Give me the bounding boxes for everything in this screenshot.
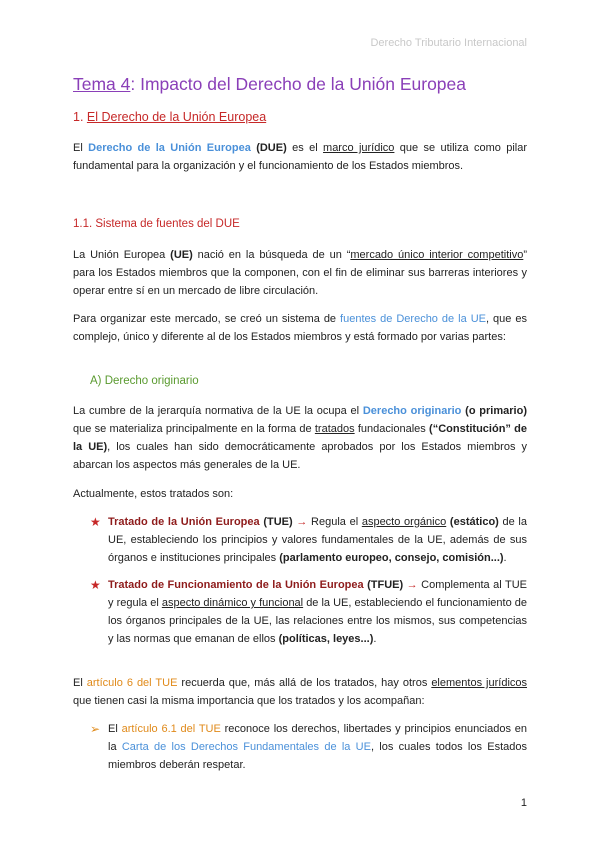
fuentes-link: fuentes de Derecho de la UE [340, 313, 486, 325]
title-tema: Tema 4 [73, 74, 131, 94]
text: que se materializa principalmente en la forma de [73, 423, 315, 435]
section-a-paragraph-1 [73, 402, 527, 474]
text: recuerda que, más allá de los tratados, hay otros [177, 677, 432, 689]
text: que tienen casi la misma importancia que los tratados y los acompañan: [73, 695, 425, 707]
page-number: 1 [520, 797, 527, 809]
section-1-title: El Derecho de la Unión Europea [86, 110, 267, 124]
text: El [73, 142, 89, 154]
list-item [90, 576, 527, 648]
text: La cumbre de la jerarquía normativa de la UE la ocupa el [73, 405, 363, 417]
text: , los cuales han sido democráticamente aprobados por los Estados miembros y abarcan los aspectos más generales de la UE. [73, 441, 527, 471]
text: que se utiliza como pilar fundamental para la organización y el funcionamiento de los Estados miembros. [73, 142, 528, 172]
marco-juridico: marco jurídico [323, 142, 395, 154]
section-1-1-paragraph-1 [73, 246, 527, 300]
arrowhead-icon: ➢ [90, 722, 101, 736]
text: Complementa al TUE y regula el [108, 579, 527, 609]
bold-note: (estático) [449, 516, 499, 528]
list-item [90, 513, 527, 567]
due-abbr: (DUE) [256, 142, 287, 154]
text: ” para los Estados miembros que la componen, con el fin de eliminar sus barreras interiores y operar entre sí en un mercado de libre circulación. [73, 249, 527, 297]
section-a-paragraph-3 [73, 674, 527, 710]
bold-list: (parlamento europeo, consejo, comisión...) [279, 552, 504, 564]
articulo-6-1-link: artículo 6.1 del TUE [121, 723, 221, 735]
section-a-heading: A) Derecho originario [90, 375, 199, 387]
star-icon: ★ [90, 515, 101, 529]
articulo-6-link: artículo 6 del TUE [86, 677, 178, 689]
text: de la UE, estableciendo el funcionamiento de los órganos principales de la UE, las relaciones entre los mismos, sus competencias y las normas que emanan de ellos [108, 597, 527, 645]
section-a-paragraph-2: Actualmente, estos tratados son: [73, 488, 234, 500]
section-1-1-paragraph-2 [73, 310, 527, 346]
text: La Unión Europea [73, 249, 171, 261]
tratado-name: Tratado de Funcionamiento de la Unión Europea [108, 579, 364, 591]
list-item [90, 720, 527, 774]
tratados-term: tratados [314, 423, 355, 435]
text: , que es complejo, único y diferente al de los Estados miembros y está formado por varias partes: [73, 313, 527, 343]
underlined-term: aspecto orgánico [361, 516, 447, 528]
carta-link: Carta de los Derechos Fundamentales de la UE [121, 741, 371, 753]
bold-list: (políticas, leyes...) [278, 633, 374, 645]
text: nació en la búsqueda de un “ [192, 249, 351, 261]
arrow: → [403, 579, 422, 591]
tratado-abbr: (TFUE) [363, 579, 404, 591]
text: Regula el [311, 516, 362, 528]
elementos-juridicos: elementos jurídicos [431, 677, 528, 689]
derecho-originario-term: Derecho originario [362, 405, 462, 417]
arrow: → [292, 516, 312, 528]
text: . [373, 633, 377, 645]
section-1-heading [73, 110, 266, 124]
page-header: Derecho Tributario Internacional [370, 37, 527, 49]
text: , los cuales todos los Estados miembros deberán respetar. [108, 741, 527, 771]
text: reconoce los derechos, libertades y principios enunciados en la [108, 723, 528, 753]
tratado-name: Tratado de la Unión Europea [108, 516, 260, 528]
ue-abbr: (UE) [170, 249, 193, 261]
mercado-unico: mercado único interior competitivo [350, 249, 524, 261]
text: . [503, 552, 507, 564]
text: es el [286, 142, 324, 154]
title-text: : Impacto del Derecho de la Unión Europea [130, 74, 467, 94]
text: El [73, 677, 87, 689]
primario-note: (o primario) [465, 405, 527, 417]
text: de la UE, estableciendo los principios y valores fundamentales de la UE, además de sus órganos e instituciones principales [108, 516, 527, 564]
section-1-1-heading: 1.1. Sistema de fuentes del DUE [73, 218, 240, 230]
due-term: Derecho de la Unión Europea [88, 142, 251, 154]
text: fundacionales [354, 423, 430, 435]
page-title [73, 74, 466, 95]
underlined-term: aspecto dinámico y funcional [161, 597, 304, 609]
text: El [108, 723, 122, 735]
text: Para organizar este mercado, se creó un sistema de [73, 313, 341, 325]
tratado-abbr: (TUE) [259, 516, 293, 528]
section-1-number: 1. [73, 110, 87, 124]
star-icon: ★ [90, 578, 101, 592]
constitucion-note: (“Constitución” de la UE) [73, 423, 527, 453]
section-1-paragraph [73, 139, 527, 175]
